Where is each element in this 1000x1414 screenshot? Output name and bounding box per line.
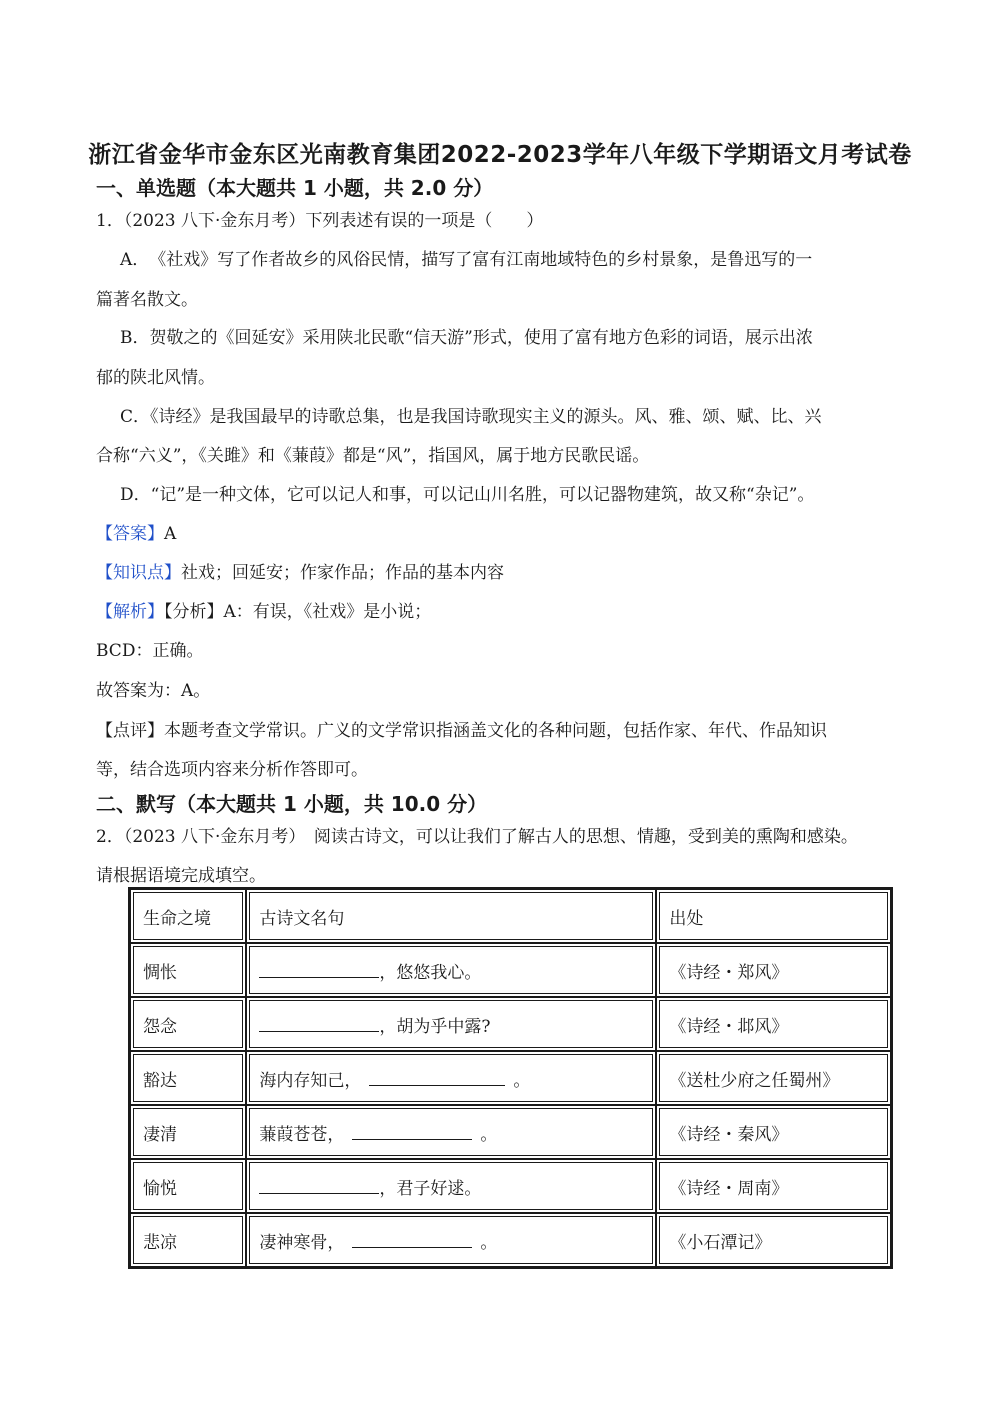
analysis-line (96, 597, 431, 622)
answer-value: A (164, 524, 177, 544)
header-source: 出处 (656, 889, 891, 943)
cell-mood: 怨念 (130, 997, 246, 1051)
quote-after: 。 (480, 1232, 498, 1253)
cell-quote (246, 1213, 656, 1267)
cell-quote (246, 1105, 656, 1159)
table-header-row (130, 889, 891, 943)
option-d: D．“记”是一种文体，它可以记人和事，可以记山川名胜，可以记器物建筑，故又称“杂记”。 (120, 485, 815, 505)
knowledge-line (96, 558, 504, 583)
analysis-tag: 【解析】 (96, 602, 164, 622)
review-line-2: 等，结合选项内容来分析作答即可。 (96, 760, 368, 780)
quote-before: 蒹葭苍苍， (259, 1124, 345, 1145)
cell-mood: 悲凉 (130, 1213, 246, 1267)
option-c-line-2: 合称“六义”，《关雎》和《蒹葭》都是“风”，指国风，属于地方民歌民谣。 (96, 446, 650, 466)
quote-before: 海内存知己， (259, 1070, 362, 1091)
option-a-line-2: 篇著名散文。 (96, 290, 198, 310)
answer-line (96, 519, 176, 544)
analysis-value: 【分析】A：有误，《社戏》是小说； (164, 602, 432, 622)
table-row (130, 997, 891, 1051)
fill-in-table (128, 887, 893, 1269)
answer-blank[interactable] (352, 1125, 472, 1140)
option-b-line-1: B．贺敬之的《回延安》采用陕北民歌“信天游”形式，使用了富有地方色彩的词语，展示出浓 (120, 328, 813, 348)
knowledge-value: 社戏；回延安；作家作品；作品的基本内容 (181, 563, 504, 583)
cell-source: 《送杜少府之任蜀州》 (656, 1051, 891, 1105)
cell-quote (246, 1051, 656, 1105)
option-b-line-2: 郁的陕北风情。 (96, 368, 215, 388)
quote-after: 。 (480, 1124, 498, 1145)
table-row (130, 1105, 891, 1159)
analysis-line-3: 故答案为：A。 (96, 681, 211, 701)
cell-quote (246, 997, 656, 1051)
cell-source: 《小石潭记》 (656, 1213, 891, 1267)
option-c-line-1: C．《诗经》是我国最早的诗歌总集，也是我国诗歌现实主义的源头。风、雅、颂、赋、比、兴 (120, 407, 822, 427)
cell-mood: 豁达 (130, 1051, 246, 1105)
answer-blank[interactable] (352, 1233, 472, 1248)
cell-quote (246, 943, 656, 997)
review-line-1: 【点评】本题考查文学常识。广义的文学常识指涵盖文化的各种问题，包括作家、年代、作品知识 (96, 721, 827, 741)
quote-before: 凄神寒骨， (259, 1232, 345, 1253)
header-mood: 生命之境 (130, 889, 246, 943)
answer-blank[interactable] (259, 1179, 379, 1194)
table-row (130, 943, 891, 997)
table-row (130, 1051, 891, 1105)
question-2-stem-2: 请根据语境完成填空。 (96, 866, 266, 886)
table-row (130, 1159, 891, 1213)
cell-mood: 凄清 (130, 1105, 246, 1159)
page-title: 浙江省金华市金东区光南教育集团2022-2023学年八年级下学期语文月考试卷 (88, 142, 912, 168)
cell-source: 《诗经・邶风》 (656, 997, 891, 1051)
answer-blank[interactable] (369, 1071, 505, 1086)
cell-source: 《诗经・秦风》 (656, 1105, 891, 1159)
answer-blank[interactable] (259, 963, 379, 978)
answer-tag: 【答案】 (96, 524, 164, 544)
cell-mood: 愉悦 (130, 1159, 246, 1213)
knowledge-tag: 【知识点】 (96, 563, 181, 583)
option-a-line-1: A． 《社戏》写了作者故乡的风俗民情，描写了富有江南地域特色的乡村景象，是鲁迅写的一 (120, 250, 813, 270)
question-2-stem-1: 2．（2023 八下·金东月考） 阅读古诗文，可以让我们了解古人的思想、情趣，受到美的熏陶和感染。 (96, 827, 858, 847)
table-row (130, 1213, 891, 1267)
cell-source: 《诗经・周南》 (656, 1159, 891, 1213)
header-quote: 古诗文名句 (246, 889, 656, 943)
cell-source: 《诗经・郑风》 (656, 943, 891, 997)
section-2-heading: 二、默写（本大题共 1 小题，共 10.0 分） (96, 792, 488, 816)
answer-blank[interactable] (259, 1017, 379, 1032)
section-1-heading: 一、单选题（本大题共 1 小题，共 2.0 分） (96, 176, 494, 200)
analysis-line-2: BCD：正确。 (96, 641, 204, 661)
quote-after: ，君子好逑。 (379, 1178, 482, 1199)
quote-after: ，悠悠我心。 (379, 962, 482, 983)
cell-quote (246, 1159, 656, 1213)
cell-mood: 惆怅 (130, 943, 246, 997)
quote-after: ，胡为乎中露? (379, 1016, 491, 1037)
quote-after: 。 (513, 1070, 531, 1091)
question-1-stem: 1．（2023 八下·金东月考）下列表述有误的一项是（ ） (96, 211, 544, 231)
